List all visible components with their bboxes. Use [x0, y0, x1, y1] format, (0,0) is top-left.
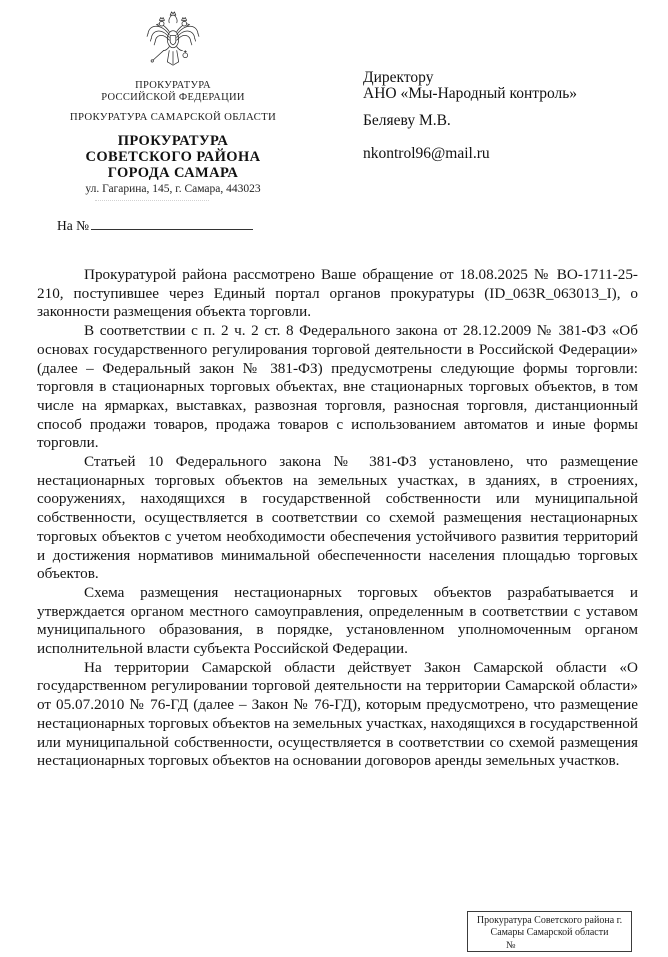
letterhead-org-line2: РОССИЙСКОЙ ФЕДЕРАЦИИ — [101, 91, 245, 103]
body-paragraph: Прокуратурой района рассмотрено Ваше обращение от 18.08.2025 № ВО-1711-25-210, поступившее через Единый портал органов прокуратуры (ID_063R_063013_I), о законности размещения объекта торговли. — [37, 266, 638, 321]
recipient-title: Директору — [363, 69, 434, 86]
reference-blank-underline — [91, 217, 253, 230]
reference-label: На № — [57, 218, 89, 233]
registration-stamp-box — [467, 911, 632, 952]
letterhead-dept-line3: ГОРОДА САМАРА — [107, 165, 239, 181]
letter-body — [37, 266, 638, 771]
letterhead-dept-line1: ПРОКУРАТУРА — [117, 133, 229, 149]
reference-line — [57, 217, 253, 234]
recipient-email: nkontrol96@mail.ru — [363, 145, 490, 162]
body-paragraph: В соответствии с п. 2 ч. 2 ст. 8 Федерального закона от 28.12.2009 № 381-ФЗ «Об основах государственного регулирования торговой деятельности в Российской Федерации» (далее – Федеральный закон № 381-ФЗ) предусмотрены следующие формы торговли: торговля в стационарных торговых объектах, вне стационарных торговых объектов, в том числе на ярмарках, выставках, развозная торговля, разносная торговля, дистанционный способ продажи товаров, продажа товаров с использованием автоматов и иные формы торговли. — [37, 322, 638, 452]
stamp-line2: Самары Самарской области — [490, 926, 609, 938]
scan-artifact-line — [95, 200, 209, 201]
russia-coat-of-arms-icon — [144, 10, 202, 76]
letterhead-dept-line2: СОВЕТСКОГО РАЙОНА — [85, 149, 261, 165]
letterhead — [47, 10, 299, 195]
letterhead-org-line1: ПРОКУРАТУРА — [135, 80, 211, 91]
body-paragraph: Статьей 10 Федерального закона № 381-ФЗ установлено, что размещение нестационарных торговых объектов на земельных участках, в зданиях, в строениях, сооружениях, находящихся в государственной собственности или муниципальной собственности, осуществляется в соответствии со схемой размещения нестационарных торговых объектов с учетом необходимости обеспечения устойчивого развития территорий и достижения нормативов минимальной обеспеченности населения площадью торговых объектов. — [37, 453, 638, 583]
body-paragraph: Схема размещения нестационарных торговых объектов разрабатывается и утверждается органом местного самоуправления, определенным в соответствии с уставом муниципального образования, в порядке, установленном уполномоченным органом исполнительной власти субъекта Российской Федерации. — [37, 583, 638, 658]
recipient-block — [363, 70, 653, 162]
letterhead-org-line3: ПРОКУРАТУРА САМАРСКОЙ ОБЛАСТИ — [69, 111, 277, 123]
body-paragraph: На территории Самарской области действует Закон Самарской области «О государственном регулировании торговой деятельности на территории Самарской области» от 05.07.2010 № 76-ГД (далее – Закон № 76-ГД), которым предусмотрено, что размещение нестационарных торговых объектов на земельных участках, находящихся в государственной или муниципальной собственности, осуществляется в соответствии со схемой размещения нестационарных торговых объектов на основании договоров аренды земельных участков. — [37, 658, 639, 770]
stamp-line1: Прокуратура Советского района г. — [476, 915, 623, 926]
recipient-name: Беляеву М.В. — [363, 112, 451, 129]
letterhead-address: ул. Гагарина, 145, г. Самара, 443023 — [85, 183, 261, 195]
stamp-number-label: № — [506, 940, 516, 951]
recipient-organization: АНО «Мы-Народный контроль» — [363, 85, 578, 102]
